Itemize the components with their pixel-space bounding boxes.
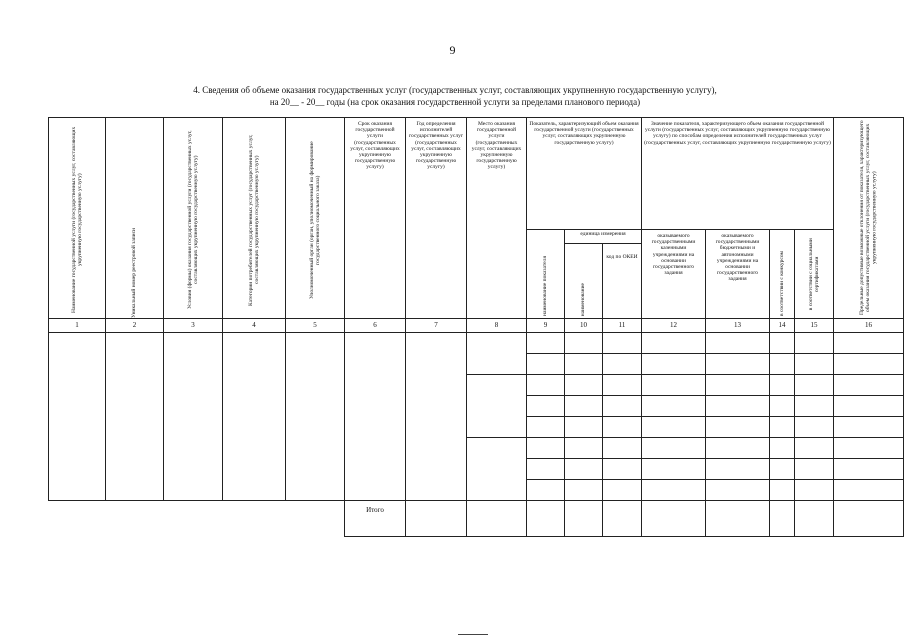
header-service-name: Наименование государственной услуги (государственных услуг, составляющих укрупненную государственную услугу) xyxy=(49,118,106,319)
total-spacer xyxy=(49,501,345,537)
table-cell xyxy=(406,333,467,501)
table-cell xyxy=(527,438,565,459)
table-cell xyxy=(642,480,706,501)
table-cell xyxy=(706,417,770,438)
section-title-line-2: на 20__ - 20__ годы (на срок оказания государственной услуги за пределами планового периода) xyxy=(269,97,641,107)
table-cell xyxy=(706,354,770,375)
table-cell xyxy=(706,480,770,501)
column-number: 13 xyxy=(706,319,770,333)
header-unit-group: единица измерения xyxy=(565,230,642,244)
table-cell xyxy=(223,333,286,501)
table-cell xyxy=(795,375,834,396)
table-cell xyxy=(603,417,642,438)
table-cell xyxy=(706,333,770,354)
column-number: 7 xyxy=(406,319,467,333)
table-cell xyxy=(642,375,706,396)
footer-divider xyxy=(458,634,488,635)
table-cell xyxy=(770,438,795,459)
volume-table xyxy=(48,117,904,537)
table-cell xyxy=(642,417,706,438)
table-cell xyxy=(527,501,565,537)
table-cell xyxy=(706,501,770,537)
table-cell xyxy=(795,459,834,480)
table-cell xyxy=(770,417,795,438)
table-cell xyxy=(467,438,527,501)
table-cell xyxy=(642,333,706,354)
column-number: 5 xyxy=(286,319,345,333)
header-service-place: Место оказания государственной услуги (государственных услуг, составляющих укрупненную государственную услугу) xyxy=(467,118,527,319)
total-row xyxy=(49,501,904,537)
table-cell xyxy=(642,501,706,537)
table-cell xyxy=(603,396,642,417)
table-cell xyxy=(467,501,527,537)
table-row xyxy=(49,333,904,354)
table-cell xyxy=(706,375,770,396)
table-cell xyxy=(565,438,603,459)
column-number: 3 xyxy=(164,319,223,333)
table-cell xyxy=(603,354,642,375)
table-cell xyxy=(527,375,565,396)
table-cell xyxy=(603,501,642,537)
header-okei-code: код по ОКЕИ xyxy=(603,244,642,319)
column-number: 16 xyxy=(834,319,904,333)
table-cell xyxy=(565,417,603,438)
header-budget-autonomous: оказываемого государственными бюджетными и автономными учреждениями на основании государственного задания xyxy=(706,230,770,319)
table-cell xyxy=(706,396,770,417)
table-cell xyxy=(795,438,834,459)
table-cell xyxy=(565,354,603,375)
column-number: 6 xyxy=(345,319,406,333)
table-cell xyxy=(565,480,603,501)
table-cell xyxy=(795,396,834,417)
header-consumer-categories: Категории потребителей государственных услуг (государственных услуг, составляющих укрупненную государственную услугу) xyxy=(223,118,286,319)
table-cell xyxy=(834,480,904,501)
table-cell xyxy=(565,459,603,480)
total-label: Итого xyxy=(345,501,406,537)
table-cell xyxy=(527,480,565,501)
column-number: 8 xyxy=(467,319,527,333)
page-number: 9 xyxy=(449,43,456,57)
column-number: 4 xyxy=(223,319,286,333)
table-cell xyxy=(527,354,565,375)
header-registry-number: Уникальный номер реестровой записи xyxy=(106,118,164,319)
table-cell xyxy=(706,438,770,459)
table-cell xyxy=(795,354,834,375)
column-number: 1 xyxy=(49,319,106,333)
header-unit-name: наименование xyxy=(565,244,603,319)
table-cell xyxy=(603,459,642,480)
table-cell xyxy=(770,459,795,480)
header-competition: в соответствии с конкурсом xyxy=(770,230,795,319)
table-cell xyxy=(834,354,904,375)
table-cell xyxy=(770,501,795,537)
table-cell xyxy=(527,396,565,417)
column-number: 11 xyxy=(603,319,642,333)
table-cell xyxy=(770,375,795,396)
section-title xyxy=(50,84,860,108)
table-cell xyxy=(603,333,642,354)
table-cell xyxy=(406,501,467,537)
table-cell xyxy=(795,333,834,354)
table-cell xyxy=(603,480,642,501)
table-cell xyxy=(467,333,527,375)
column-number: 9 xyxy=(527,319,565,333)
header-authorized-body: Уполномоченный орган (орган, уполномоченный на формирование государственного социального заказа) xyxy=(286,118,345,319)
column-number-row xyxy=(49,319,904,333)
table-cell xyxy=(603,438,642,459)
table-cell xyxy=(527,333,565,354)
table-cell xyxy=(565,501,603,537)
table-cell xyxy=(565,396,603,417)
section-title-line-1: 4. Сведения об объеме оказания государственных услуг (государственных услуг, составляющих укрупненную государственную услугу), xyxy=(193,85,717,95)
table-cell xyxy=(642,354,706,375)
table-cell xyxy=(795,480,834,501)
table-cell xyxy=(770,396,795,417)
table-cell xyxy=(527,459,565,480)
table-cell xyxy=(565,333,603,354)
table-cell xyxy=(834,501,904,537)
header-indicator-name: наименование показателя xyxy=(527,230,565,319)
header-service-term: Срок оказания государственной услуги (государственных услуг, составляющих укрупненную государственную услугу) xyxy=(345,118,406,319)
column-number: 15 xyxy=(795,319,834,333)
table-cell xyxy=(49,333,106,501)
table-cell xyxy=(603,375,642,396)
table-cell xyxy=(834,417,904,438)
table-cell xyxy=(770,354,795,375)
table-cell xyxy=(565,375,603,396)
header-conditions: Условия (формы) оказания государственной услуги (государственных услуг, составляющих укрупненную государственную услугу) xyxy=(164,118,223,319)
column-number: 14 xyxy=(770,319,795,333)
table-cell xyxy=(642,459,706,480)
header-social-certificates: в соответствии с социальными сертификатами xyxy=(795,230,834,319)
table-cell xyxy=(834,375,904,396)
table-cell xyxy=(770,333,795,354)
table-cell xyxy=(106,333,164,501)
header-kazennye: оказываемого государственными казенными учреждениями на основании государственного задания xyxy=(642,230,706,319)
header-values-group: Значение показателя, характеризующего объем оказания государственной услуги (государственных услуг, составляющих укрупненную государственную услугу) по способам определения исполнителей государственных услуг (государственных услуг, составляющих укрупненную государственную услугу) xyxy=(642,118,834,230)
table-cell xyxy=(642,396,706,417)
header-year-of-determination: Год определения исполнителей государственных услуг (государственных услуг, составляющих укрупненную государственную услугу) xyxy=(406,118,467,319)
table-cell xyxy=(770,480,795,501)
column-number: 10 xyxy=(565,319,603,333)
table-cell xyxy=(642,438,706,459)
table-cell xyxy=(345,333,406,501)
table-cell xyxy=(795,501,834,537)
column-number: 2 xyxy=(106,319,164,333)
table-cell xyxy=(527,417,565,438)
table-cell xyxy=(834,333,904,354)
table-cell xyxy=(834,438,904,459)
table-cell xyxy=(164,333,223,501)
table-cell xyxy=(795,417,834,438)
table-cell xyxy=(834,396,904,417)
header-indicator-group: Показатель, характеризующий объем оказания государственной услуги (государственных услуг, составляющих укрупненную государственную услугу) xyxy=(527,118,642,230)
table-cell xyxy=(706,459,770,480)
header-allowed-deviations: Предельные допустимые возможные отклонения от показателя, характеризующего объем оказания государственной услуги (государственных услуг, составляющих укрупненную государственную услугу) xyxy=(834,118,904,319)
column-number: 12 xyxy=(642,319,706,333)
table-cell xyxy=(834,459,904,480)
table-cell xyxy=(286,333,345,501)
table-cell xyxy=(467,375,527,438)
